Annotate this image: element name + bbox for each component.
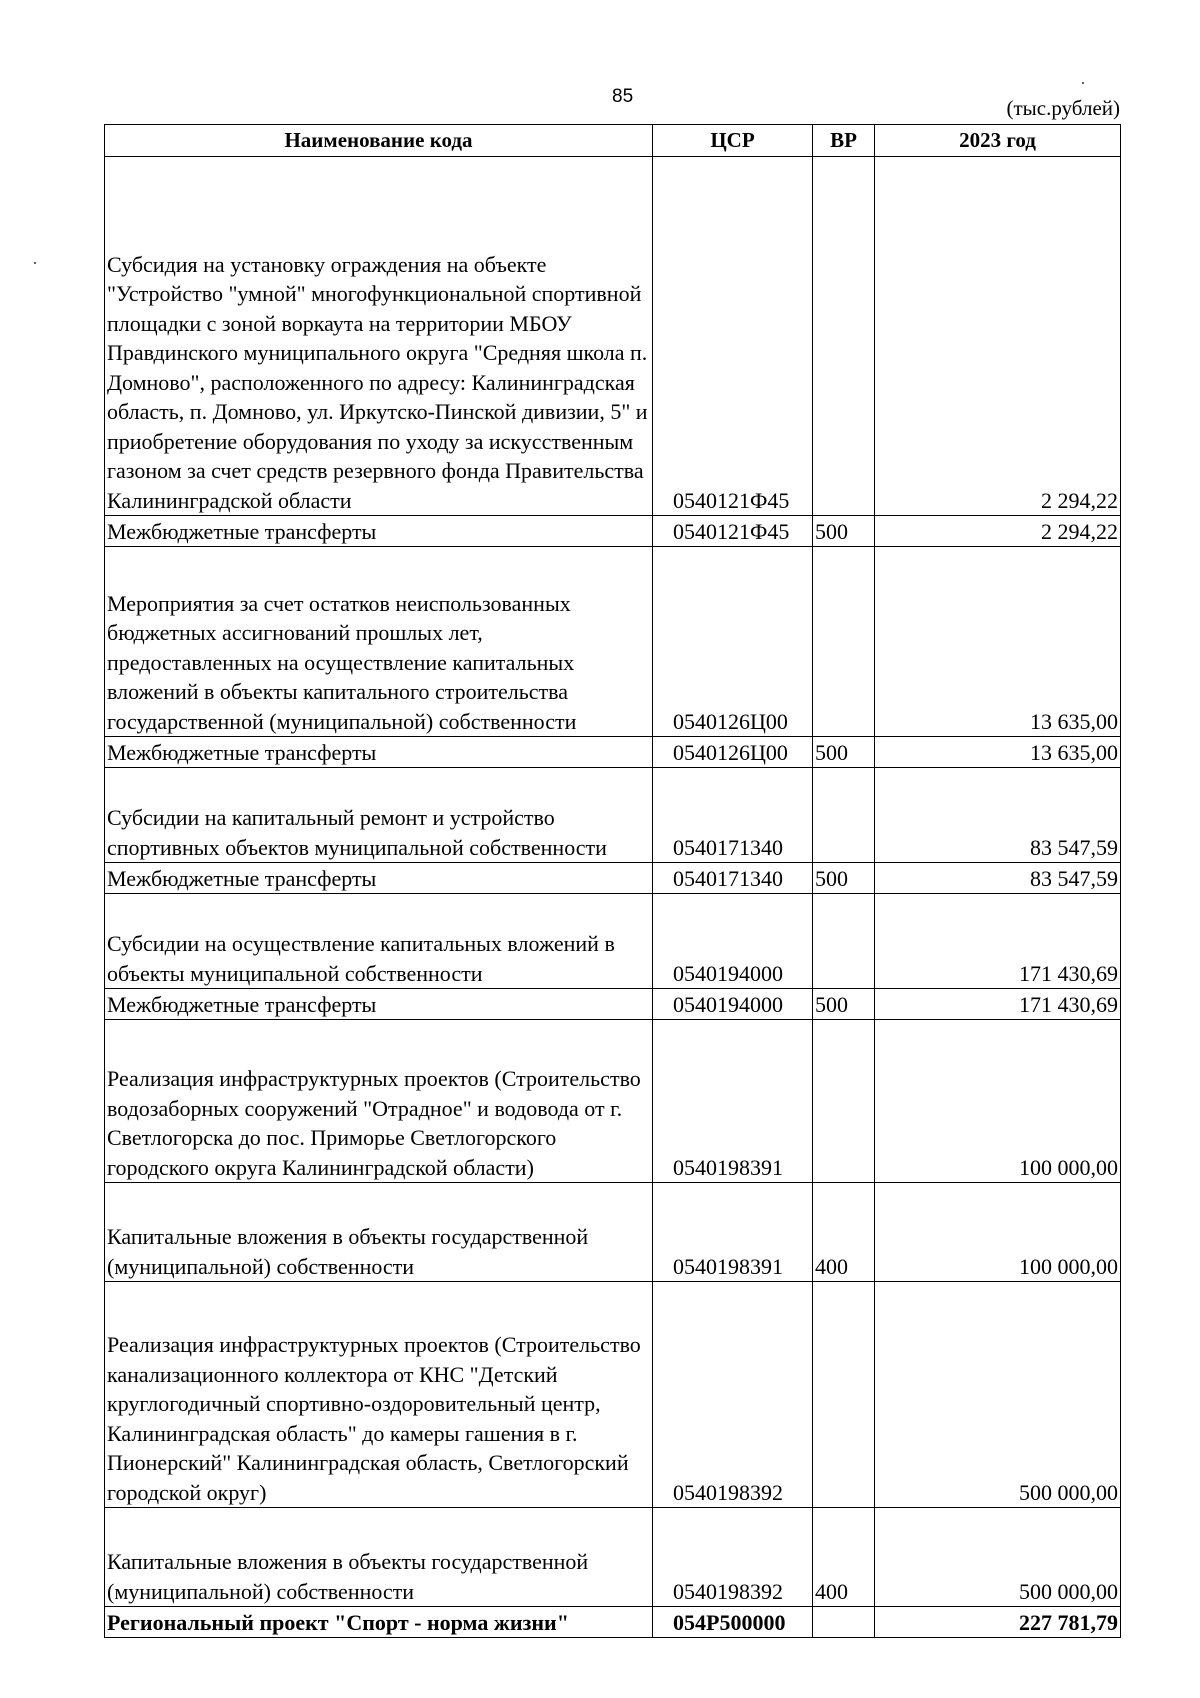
row-name: Мероприятия за счет остатков неиспользованных бюджетных ассигнований прошлых лет, предоставленных на осуществление капитальных вложений в объекты капитального строительства государственной (муниципальной) собственности (105, 547, 653, 737)
table-row (105, 768, 1121, 863)
row-vr (813, 547, 875, 737)
scan-speck (1082, 82, 1084, 84)
scan-speck (34, 262, 36, 264)
table-row (105, 157, 1121, 516)
table-row (105, 863, 1121, 894)
table-row (105, 737, 1121, 768)
row-amount: 13 635,00 (875, 737, 1121, 768)
row-amount: 83 547,59 (875, 863, 1121, 894)
row-amount: 100 000,00 (875, 1020, 1121, 1183)
table-row (105, 894, 1121, 989)
row-amount: 100 000,00 (875, 1183, 1121, 1282)
page-number: 85 (612, 86, 634, 107)
header-csr: ЦСР (653, 125, 813, 157)
header-name: Наименование кода (105, 125, 653, 157)
row-name: Капитальные вложения в объекты государственной (муниципальной) собственности (105, 1183, 653, 1282)
row-vr (813, 768, 875, 863)
row-name: Субсидия на установку ограждения на объекте "Устройство "умной" многофункциональной спортивной площадки с зоной воркаута на территории МБОУ Правдинского муниципального округа "Средняя школа п. Домново", расположенного по адресу: Калининградская область, п. Домново, ул. Иркутско-Пинской дивизии, 5" и приобретение оборудования по уходу за искусственным газоном за счет средств резервного фонда Правительства Калининградской области (105, 157, 653, 516)
row-csr: 054P500000 (653, 1607, 813, 1638)
row-csr: 0540198391 (653, 1020, 813, 1183)
table-row (105, 547, 1121, 737)
row-vr: 400 (813, 1508, 875, 1607)
row-name: Субсидии на капитальный ремонт и устройство спортивных объектов муниципальной собственности (105, 768, 653, 863)
row-name: Межбюджетные трансферты (105, 989, 653, 1020)
row-vr: 500 (813, 989, 875, 1020)
row-csr: 0540194000 (653, 989, 813, 1020)
header-vr: ВР (813, 125, 875, 157)
row-csr: 0540198392 (653, 1282, 813, 1508)
row-csr: 0540171340 (653, 768, 813, 863)
table-row (105, 989, 1121, 1020)
header-year: 2023 год (875, 125, 1121, 157)
row-vr: 500 (813, 516, 875, 547)
row-csr: 0540126Ц00 (653, 737, 813, 768)
row-vr (813, 1282, 875, 1508)
row-name: Межбюджетные трансферты (105, 516, 653, 547)
row-amount: 2 294,22 (875, 157, 1121, 516)
table-row (105, 1020, 1121, 1183)
row-csr: 0540126Ц00 (653, 547, 813, 737)
row-vr (813, 1607, 875, 1638)
table-row (105, 516, 1121, 547)
row-csr: 0540121Ф45 (653, 157, 813, 516)
table-row (105, 1183, 1121, 1282)
row-csr: 0540171340 (653, 863, 813, 894)
row-vr (813, 894, 875, 989)
row-vr: 500 (813, 737, 875, 768)
budget-table (104, 124, 1121, 1638)
row-amount: 227 781,79 (875, 1607, 1121, 1638)
row-csr: 0540198391 (653, 1183, 813, 1282)
row-amount: 171 430,69 (875, 894, 1121, 989)
table-header-row (105, 125, 1121, 157)
table-row-total (105, 1607, 1121, 1638)
row-amount: 171 430,69 (875, 989, 1121, 1020)
table-row (105, 1282, 1121, 1508)
row-amount: 500 000,00 (875, 1282, 1121, 1508)
row-name: Субсидии на осуществление капитальных вложений в объекты муниципальной собственности (105, 894, 653, 989)
row-vr (813, 1020, 875, 1183)
row-vr: 400 (813, 1183, 875, 1282)
row-csr: 0540121Ф45 (653, 516, 813, 547)
row-name: Капитальные вложения в объекты государственной (муниципальной) собственности (105, 1508, 653, 1607)
row-name: Реализация инфраструктурных проектов (Строительство канализационного коллектора от КНС "Детский круглогодичный спортивно-оздоровительный центр, Калининградская область" до камеры гашения в г. Пионерский" Калининградская область, Светлогорский городской округ) (105, 1282, 653, 1508)
row-csr: 0540194000 (653, 894, 813, 989)
row-name: Межбюджетные трансферты (105, 737, 653, 768)
row-name: Региональный проект "Спорт - норма жизни" (105, 1607, 653, 1638)
table-row (105, 1508, 1121, 1607)
row-vr: 500 (813, 863, 875, 894)
row-name: Реализация инфраструктурных проектов (Строительство водозаборных сооружений "Отрадное" и водовода от г. Светлогорска до пос. Приморье Светлогорского городского округа Калининградской области) (105, 1020, 653, 1183)
row-amount: 13 635,00 (875, 547, 1121, 737)
row-amount: 500 000,00 (875, 1508, 1121, 1607)
units-label: (тыс.рублей) (1006, 96, 1120, 120)
row-name: Межбюджетные трансферты (105, 863, 653, 894)
row-vr (813, 157, 875, 516)
row-amount: 83 547,59 (875, 768, 1121, 863)
row-csr: 0540198392 (653, 1508, 813, 1607)
row-amount: 2 294,22 (875, 516, 1121, 547)
